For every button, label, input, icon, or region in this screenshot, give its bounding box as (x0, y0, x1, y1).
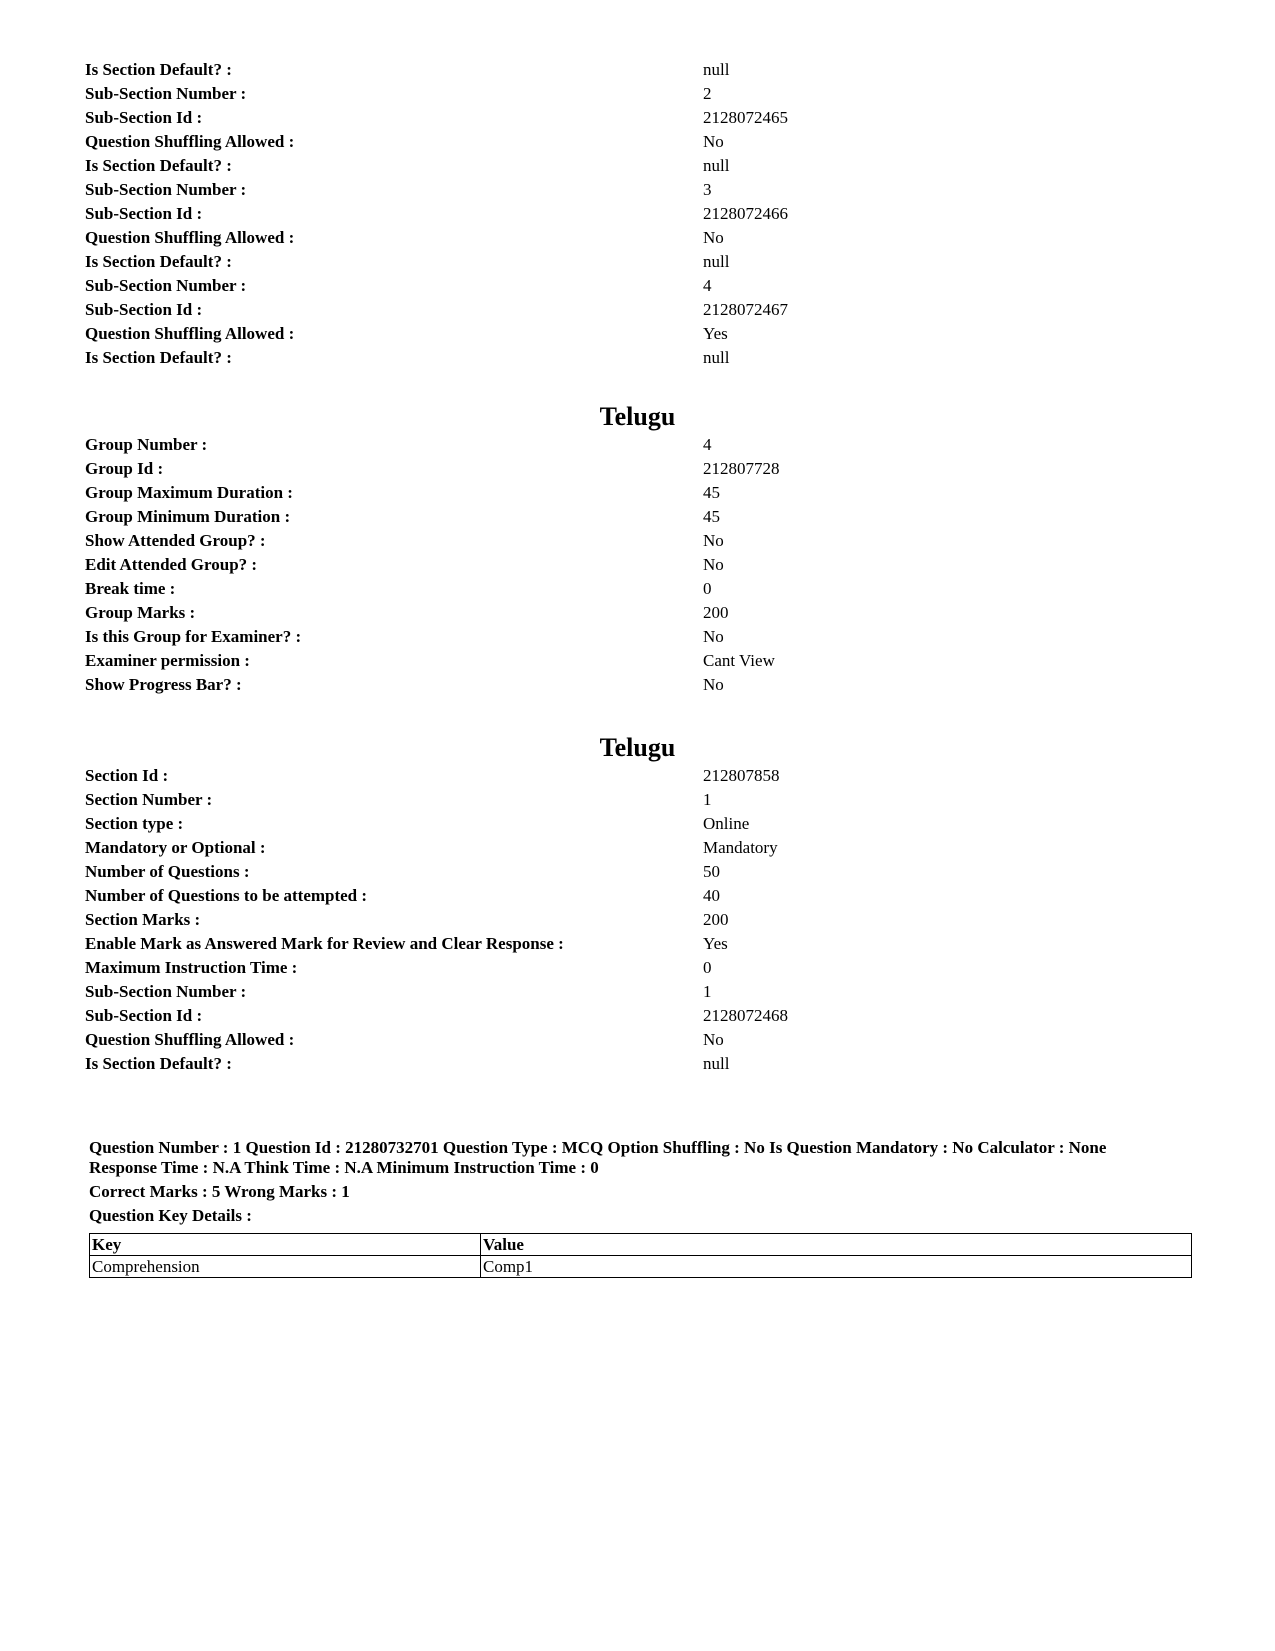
subsection-details (85, 58, 1205, 370)
kv-row (85, 505, 1205, 529)
question-header-line1: Question Number : 1 Question Id : 21280732701 Question Type : MCQ Option Shuffling : No Is Question Mandatory : No Calculator : None (89, 1138, 1107, 1157)
field-label: Sub-Section Number : (85, 276, 247, 295)
kv-row (85, 577, 1205, 601)
kv-row (85, 788, 1205, 812)
field-label: Section Marks : (85, 910, 201, 929)
table-header-row (90, 1234, 1192, 1256)
field-label: Sub-Section Id : (85, 300, 203, 319)
field-value: Online (703, 814, 750, 833)
kv-row (85, 82, 1205, 106)
question-key-table (89, 1233, 1192, 1278)
field-value: 2128072467 (703, 300, 788, 319)
kv-row (85, 884, 1205, 908)
kv-row (85, 481, 1205, 505)
kv-row (85, 553, 1205, 577)
kv-row (85, 106, 1205, 130)
table-cell-value: Comp1 (481, 1256, 1192, 1278)
field-label: Question Shuffling Allowed : (85, 1030, 295, 1049)
field-label: Break time : (85, 579, 176, 598)
field-value: No (703, 675, 724, 694)
kv-row (85, 1052, 1205, 1076)
field-label: Maximum Instruction Time : (85, 958, 298, 977)
field-value: 40 (703, 886, 720, 905)
kv-row (85, 274, 1205, 298)
field-label: Group Maximum Duration : (85, 483, 293, 502)
kv-row (85, 529, 1205, 553)
field-label: Sub-Section Number : (85, 84, 247, 103)
field-value: 212807858 (703, 766, 780, 785)
field-value: 0 (703, 579, 712, 598)
field-value: 200 (703, 603, 729, 622)
question-info (89, 1138, 1199, 1226)
field-value: 45 (703, 483, 720, 502)
field-value: 2128072466 (703, 204, 788, 223)
field-value: No (703, 228, 724, 247)
kv-row (85, 58, 1205, 82)
field-label: Group Marks : (85, 603, 196, 622)
kv-row (85, 298, 1205, 322)
question-marks: Correct Marks : 5 Wrong Marks : 1 (89, 1182, 350, 1201)
kv-row (85, 457, 1205, 481)
field-label: Sub-Section Id : (85, 1006, 203, 1025)
field-value: Yes (703, 324, 728, 343)
section-title: Telugu (599, 733, 676, 762)
field-label: Number of Questions : (85, 862, 250, 881)
field-value: 212807728 (703, 459, 780, 478)
kv-row (85, 250, 1205, 274)
field-label: Sub-Section Number : (85, 180, 247, 199)
field-label: Sub-Section Number : (85, 982, 247, 1001)
field-label: Edit Attended Group? : (85, 555, 258, 574)
kv-row (85, 433, 1205, 457)
kv-row (85, 673, 1205, 697)
field-label: Examiner permission : (85, 651, 250, 670)
kv-row (85, 812, 1205, 836)
field-label: Group Number : (85, 435, 208, 454)
field-value: Cant View (703, 651, 775, 670)
kv-row (85, 1004, 1205, 1028)
field-value: Mandatory (703, 838, 778, 857)
field-label: Is Section Default? : (85, 156, 232, 175)
field-value: No (703, 627, 724, 646)
field-label: Number of Questions to be attempted : (85, 886, 368, 905)
field-value: No (703, 1030, 724, 1049)
field-label: Is Section Default? : (85, 348, 232, 367)
field-label: Question Shuffling Allowed : (85, 228, 295, 247)
field-label: Enable Mark as Answered Mark for Review and Clear Response : (85, 934, 564, 953)
field-value: 50 (703, 862, 720, 881)
kv-row (85, 980, 1205, 1004)
field-label: Sub-Section Id : (85, 108, 203, 127)
table-header-key: Key (90, 1234, 481, 1256)
field-value: null (703, 156, 730, 175)
kv-row (85, 764, 1205, 788)
field-value: No (703, 132, 724, 151)
question-key-details-label: Question Key Details : (89, 1206, 252, 1225)
field-label: Question Shuffling Allowed : (85, 324, 295, 343)
group-details (85, 433, 1205, 697)
field-value: Yes (703, 934, 728, 953)
kv-row (85, 601, 1205, 625)
field-value: 0 (703, 958, 712, 977)
table-cell-key: Comprehension (90, 1256, 481, 1278)
field-label: Mandatory or Optional : (85, 838, 266, 857)
kv-row (85, 908, 1205, 932)
field-label: Question Shuffling Allowed : (85, 132, 295, 151)
kv-row (85, 1028, 1205, 1052)
field-label: Show Progress Bar? : (85, 675, 242, 694)
kv-row (85, 178, 1205, 202)
field-value: 200 (703, 910, 729, 929)
field-value: 4 (703, 276, 712, 295)
field-label: Sub-Section Id : (85, 204, 203, 223)
field-value: 2 (703, 84, 712, 103)
field-value: 2128072465 (703, 108, 788, 127)
kv-row (85, 932, 1205, 956)
kv-row (85, 130, 1205, 154)
kv-row (85, 836, 1205, 860)
field-value: No (703, 555, 724, 574)
field-label: Is Section Default? : (85, 1054, 232, 1073)
field-label: Section type : (85, 814, 184, 833)
field-value: 1 (703, 982, 712, 1001)
field-value: null (703, 60, 730, 79)
kv-row (85, 154, 1205, 178)
kv-row (85, 860, 1205, 884)
field-value: null (703, 252, 730, 271)
field-value: 4 (703, 435, 712, 454)
question-header-line2: Response Time : N.A Think Time : N.A Minimum Instruction Time : 0 (89, 1158, 599, 1177)
field-label: Show Attended Group? : (85, 531, 266, 550)
kv-row (85, 322, 1205, 346)
kv-row (85, 202, 1205, 226)
field-label: Section Number : (85, 790, 213, 809)
field-label: Section Id : (85, 766, 169, 785)
kv-row (85, 346, 1205, 370)
field-value: 1 (703, 790, 712, 809)
field-label: Group Minimum Duration : (85, 507, 291, 526)
field-value: 2128072468 (703, 1006, 788, 1025)
field-value: 3 (703, 180, 712, 199)
group-title: Telugu (599, 402, 676, 431)
field-value: null (703, 348, 730, 367)
field-value: No (703, 531, 724, 550)
kv-row (85, 649, 1205, 673)
field-value: null (703, 1054, 730, 1073)
field-label: Is Section Default? : (85, 252, 232, 271)
field-value: 45 (703, 507, 720, 526)
kv-row (85, 956, 1205, 980)
table-row (90, 1256, 1192, 1278)
field-label: Group Id : (85, 459, 164, 478)
table-header-value: Value (481, 1234, 1192, 1256)
kv-row (85, 226, 1205, 250)
field-label: Is this Group for Examiner? : (85, 627, 302, 646)
section-details (85, 764, 1205, 1076)
field-label: Is Section Default? : (85, 60, 232, 79)
kv-row (85, 625, 1205, 649)
